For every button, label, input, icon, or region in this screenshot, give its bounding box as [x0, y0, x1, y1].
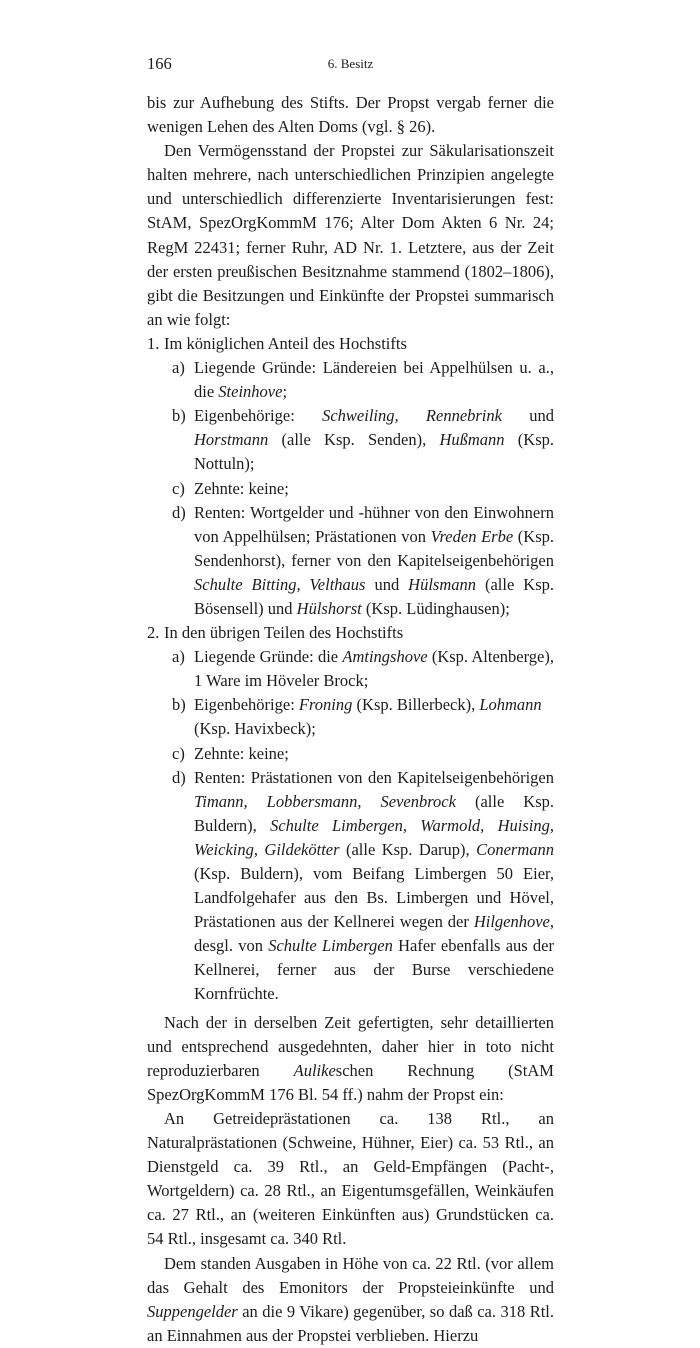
italic-name: Amtingshove — [342, 647, 428, 667]
italic-name: Hülshorst — [296, 598, 362, 618]
list-item-2c — [147, 742, 554, 766]
item-text: (Ksp. Sendenhorst), ferner von den Kapitelseigenbehörigen — [194, 526, 554, 570]
italic-name: Timann, Lobbersmann, Sevenbrock — [194, 791, 456, 811]
list-number: 2. — [147, 623, 160, 643]
italic-name: Conermann — [476, 839, 554, 859]
list-letter: a) — [172, 647, 185, 667]
item-text: (alle Ksp. Darup), — [339, 839, 477, 859]
list-letter: c) — [172, 478, 185, 498]
list-item-1c — [147, 477, 554, 501]
item-text: (Ksp. Billerbeck), — [352, 695, 480, 715]
italic-name: Vreden Erbe — [430, 526, 514, 546]
italic-name: Hilgenhove — [473, 912, 550, 932]
item-text: (alle Ksp. Senden), — [268, 430, 440, 450]
italic-name: Schulte Limbergen, Warmold, Huising, Weicking, Gildekötter — [194, 815, 554, 859]
italic-name: Schulte Bitting, Velthaus — [194, 574, 366, 594]
paragraph-text: Nach der in derselben Zeit gefertigten, sehr detaillierten und entsprechend ausgedehnten, daher hier in toto nicht reproduzierbaren — [147, 1012, 554, 1080]
italic-name: Aulike — [293, 1060, 336, 1080]
item-text: Hafer ebenfalls aus der Kellnerei, ferner aus der Burse verschiedene Kornfrüchte. — [194, 936, 554, 1004]
page-header — [147, 54, 554, 76]
italic-name: Schweiling, Rennebrink — [322, 406, 502, 426]
paragraph-5 — [147, 1252, 554, 1348]
list-number: 1. — [147, 333, 160, 353]
paragraph-2: Den Vermögensstand der Propstei zur Säkularisationszeit halten mehrere, nach unterschiedlichen Prinzipien angelegte und unterschiedlich differenzierte Inventarisierungen fest: StAM, SpezOrgKommM 176; Alter Dom Akten 6 Nr. 24; RegM 22431; ferner Ruhr, AD Nr. 1. Letztere, aus der Zeit der ersten preußischen Besitznahme stammend (1802–1806), gibt die Besitzungen und Einkünfte der Propstei summarisch an wie folgt: — [147, 141, 554, 329]
item-text: Eigenbehörige: — [194, 695, 299, 715]
item-text: Liegende Gründe: Ländereien bei Appelhülsen u. a., die — [194, 358, 554, 402]
italic-name: Steinhove — [218, 382, 283, 402]
italic-name: Froning — [298, 695, 353, 715]
list-letter: c) — [172, 743, 185, 763]
item-text: (Ksp. Nottuln); — [194, 430, 554, 474]
italic-name: Lohmann — [479, 695, 542, 715]
list-item-1b — [147, 404, 554, 476]
item-text: (Ksp. Buldern), vom Beifang Limbergen 50 Eier, Landfolgehafer aus den Bs. Limbergen und Hövel, Prästationen aus der Kellnerei wegen der — [194, 864, 554, 932]
body-text — [147, 91, 554, 1348]
item-text: ; — [282, 382, 288, 402]
list-item-1a — [147, 356, 554, 404]
italic-name: Hülsmann — [408, 574, 477, 594]
list-letter: d) — [172, 502, 186, 522]
paragraph-text: an die 9 Vikare) gegenüber, so daß ca. 318 Rtl. an Einnahmen aus der Propstei verblieben. Hierzu — [147, 1301, 554, 1345]
list-item-1d — [147, 501, 554, 621]
list-letter: b) — [172, 695, 186, 715]
item-text: und — [365, 574, 409, 594]
list-item-2b — [147, 693, 554, 741]
running-head: 6. Besitz — [327, 56, 374, 71]
item-text: Renten: Wortgelder und -hühner von den Einwohnern von Appelhülsen; Prästationen von — [194, 502, 554, 546]
item-text: (Ksp. Lüdinghausen); — [361, 598, 510, 618]
paragraph-text: schen Rechnung (StAM SpezOrgKommM 176 Bl. 54 ff.) nahm der Propst ein: — [147, 1060, 554, 1104]
item-text: (alle Ksp. Buldern), — [194, 791, 554, 835]
list-section-title: In den übrigen Teilen des Hochstifts — [164, 623, 404, 643]
item-text: Renten: Prästationen von den Kapitelseigenbehörigen — [194, 767, 554, 787]
item-text: Zehnte: keine; — [194, 478, 289, 498]
page-number: 166 — [147, 54, 172, 73]
list-item-2d — [147, 766, 554, 1007]
item-text: (Ksp. Altenberge), 1 Ware im Höveler Brock; — [194, 647, 555, 691]
item-text: und — [501, 406, 555, 426]
item-text: , desgl. von — [194, 912, 554, 956]
paragraph-1: bis zur Aufhebung des Stifts. Der Propst vergab ferner die wenigen Lehen des Alten Doms (vgl. § 26). — [147, 93, 554, 137]
list-section-2 — [147, 621, 554, 645]
list-letter: b) — [172, 406, 186, 426]
item-text: Zehnte: keine; — [194, 743, 289, 763]
italic-name: Horstmann — [194, 430, 269, 450]
list-section-title: Im königlichen Anteil des Hochstifts — [164, 333, 407, 353]
item-text: Eigenbehörige: — [194, 406, 323, 426]
italic-name: Hußmann — [439, 430, 505, 450]
italic-name: Schulte Limbergen — [268, 936, 393, 956]
item-text: Liegende Gründe: die — [194, 647, 343, 667]
list-letter: d) — [172, 767, 186, 787]
italic-name: Suppengelder — [147, 1301, 238, 1321]
paragraph-4: An Getreideprästationen ca. 138 Rtl., an Naturalprästationen (Schweine, Hühner, Eier) ca. 53 Rtl., an Dienstgeld ca. 39 Rtl., an Geld-Empfängen (Pacht-, Wortgeldern) ca. 28 Rtl., an Eigentumsgefällen, Weinkäufen ca. 27 Rtl., an (weiteren Einkünften aus) Grundstücken ca. 54 Rtl., insgesamt ca. 340 Rtl. — [147, 1108, 554, 1249]
paragraph-text: Dem standen Ausgaben in Höhe von ca. 22 Rtl. (vor allem das Gehalt des Emonitors der Propsteieinkünfte und — [147, 1253, 554, 1297]
item-text: (Ksp. Havixbeck); — [194, 719, 316, 739]
item-text: (alle Ksp. Bösensell) und — [194, 574, 554, 618]
list-letter: a) — [172, 358, 185, 378]
list-section-1 — [147, 332, 554, 356]
list-item-2a — [147, 645, 554, 693]
